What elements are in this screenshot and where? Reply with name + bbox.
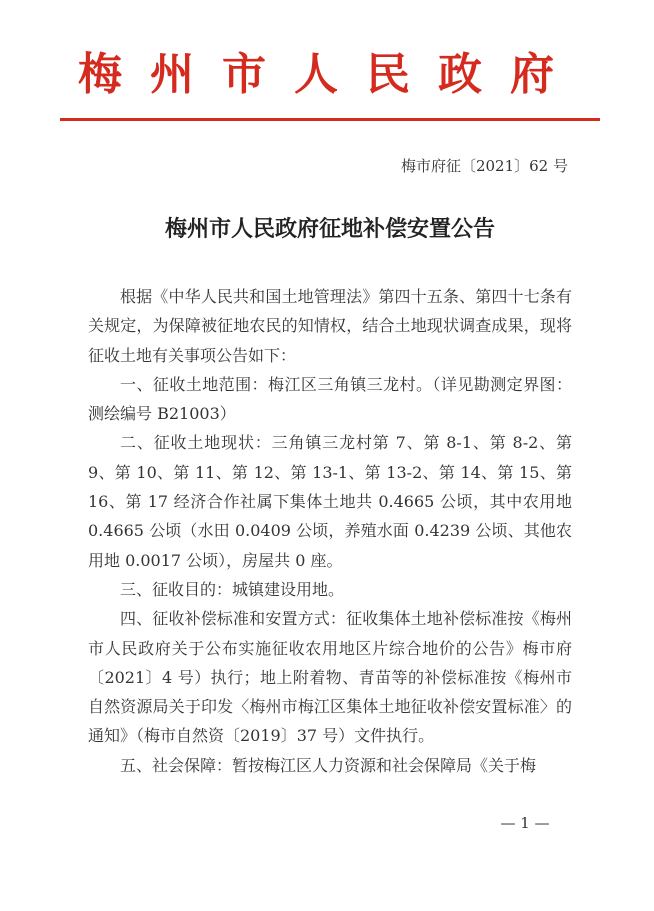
page-number: — 1 — bbox=[500, 814, 550, 832]
document-title: 梅州市人民政府征地补偿安置公告 bbox=[164, 216, 495, 242]
paragraph-purpose: 三、征收目的：城镇建设用地。 bbox=[120, 579, 345, 599]
paragraph-social-security: 五、社会保障：暂按梅江区人力资源和社会保障局《关于梅 bbox=[120, 755, 537, 775]
paragraph-compensation: 四、征收补偿标准和安置方式：征收集体土地补偿标准按《梅州市人民政府关于公布实施征收农用地区片综合地价的公告》梅市府〔2021〕4 号）执行；地上附着物、青苗等的补偿标准按《梅州市自然资源局关于印发〈梅州市梅江区集体土地征收补偿安置标准〉的通知》（梅市自然资〔2019〕37 号）文件执行。 bbox=[88, 609, 572, 746]
paragraph-land-status: 二、征收土地现状：三角镇三龙村第 7、第 8-1、第 8-2、第 9、第 10、第 11、第 12、第 13-1、第 13-2、第 14、第 15、第 16、第 17 经济合作社属下集体土地共 0.4665 公顷，其中农用地 0.4665 公顷（水田 0.0409 公顷，养殖水面 0.4239 公顷、其他农用地 0.0017 公顷），房屋共 0 座。 bbox=[88, 433, 572, 570]
red-header-divider bbox=[60, 118, 600, 121]
document-body bbox=[88, 282, 572, 780]
document-number: 梅市府征〔2021〕62 号 bbox=[400, 157, 568, 175]
paragraph-scope: 一、征收土地范围：梅江区三角镇三龙村。（详见勘测定界图：测绘编号 B21003） bbox=[88, 374, 572, 424]
paragraph-intro: 根据《中华人民共和国土地管理法》第四十五条、第四十七条有关规定，为保障被征地农民的知情权，结合土地现状调查成果，现将征收土地有关事项公告如下： bbox=[88, 287, 572, 365]
issuing-authority-title: 梅州市人民政府 bbox=[78, 49, 582, 100]
